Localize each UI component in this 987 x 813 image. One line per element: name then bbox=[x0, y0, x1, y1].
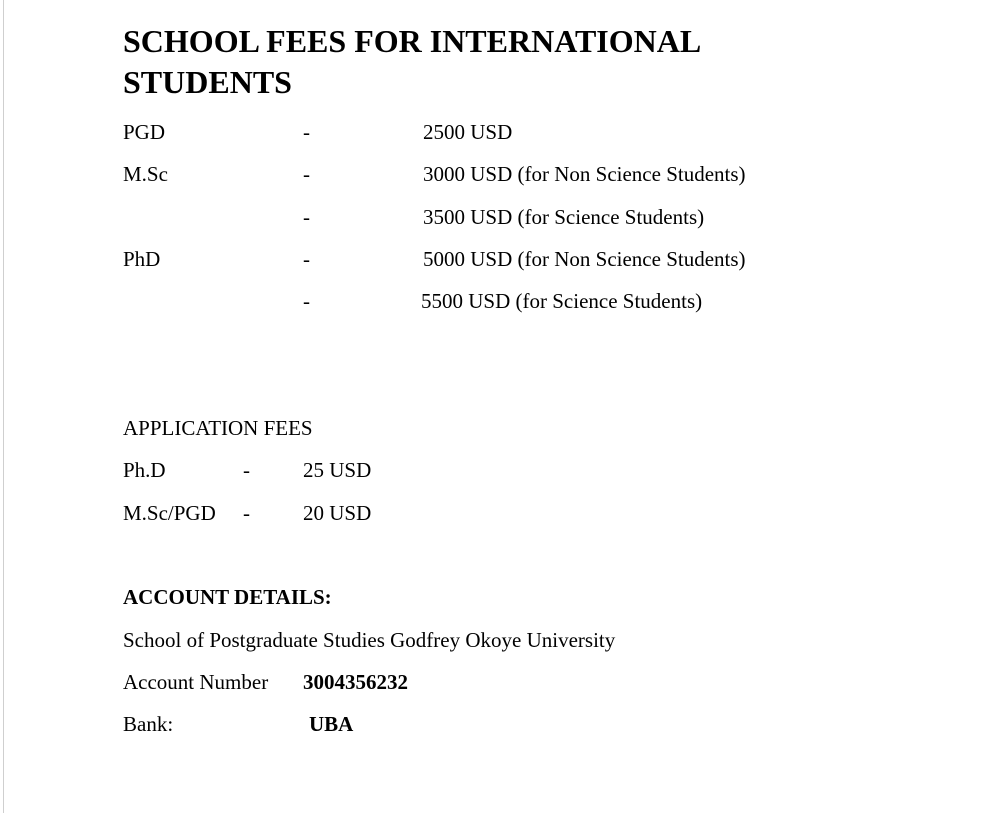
fee-dash: - bbox=[303, 205, 310, 229]
page-left-edge bbox=[3, 0, 4, 813]
fee-dash: - bbox=[303, 120, 310, 144]
page-title bbox=[123, 21, 823, 103]
fee-amount: 2500 USD bbox=[423, 120, 513, 144]
fee-program: PGD bbox=[123, 120, 166, 144]
application-fee-dash: - bbox=[243, 501, 250, 525]
fee-dash: - bbox=[303, 162, 310, 186]
page-title-line-1: SCHOOL FEES FOR INTERNATIONAL bbox=[123, 23, 702, 59]
account-details-heading: ACCOUNT DETAILS: bbox=[123, 585, 332, 609]
fee-amount: 3500 USD (for Science Students) bbox=[423, 205, 705, 229]
application-fee-program: Ph.D bbox=[123, 458, 166, 482]
application-fee-amount: 20 USD bbox=[303, 501, 372, 525]
account-number-value: 3004356232 bbox=[303, 670, 408, 694]
page-title-line-2: STUDENTS bbox=[123, 64, 292, 100]
fee-dash: - bbox=[303, 289, 310, 313]
application-fee-dash: - bbox=[243, 458, 250, 482]
fee-dash: - bbox=[303, 247, 310, 271]
fee-amount: 5500 USD (for Science Students) bbox=[421, 289, 703, 313]
bank-label: Bank: bbox=[123, 712, 174, 736]
account-number-label: Account Number bbox=[123, 670, 269, 694]
fee-program: PhD bbox=[123, 247, 161, 271]
fee-program: M.Sc bbox=[123, 162, 168, 186]
application-fee-amount: 25 USD bbox=[303, 458, 372, 482]
application-fees-heading: APPLICATION FEES bbox=[123, 416, 313, 440]
bank-value: UBA bbox=[309, 712, 354, 736]
account-name: School of Postgraduate Studies Godfrey Okoye University bbox=[123, 628, 616, 652]
fee-amount: 5000 USD (for Non Science Students) bbox=[423, 247, 746, 271]
application-fee-program: M.Sc/PGD bbox=[123, 501, 216, 525]
fee-amount: 3000 USD (for Non Science Students) bbox=[423, 162, 746, 186]
